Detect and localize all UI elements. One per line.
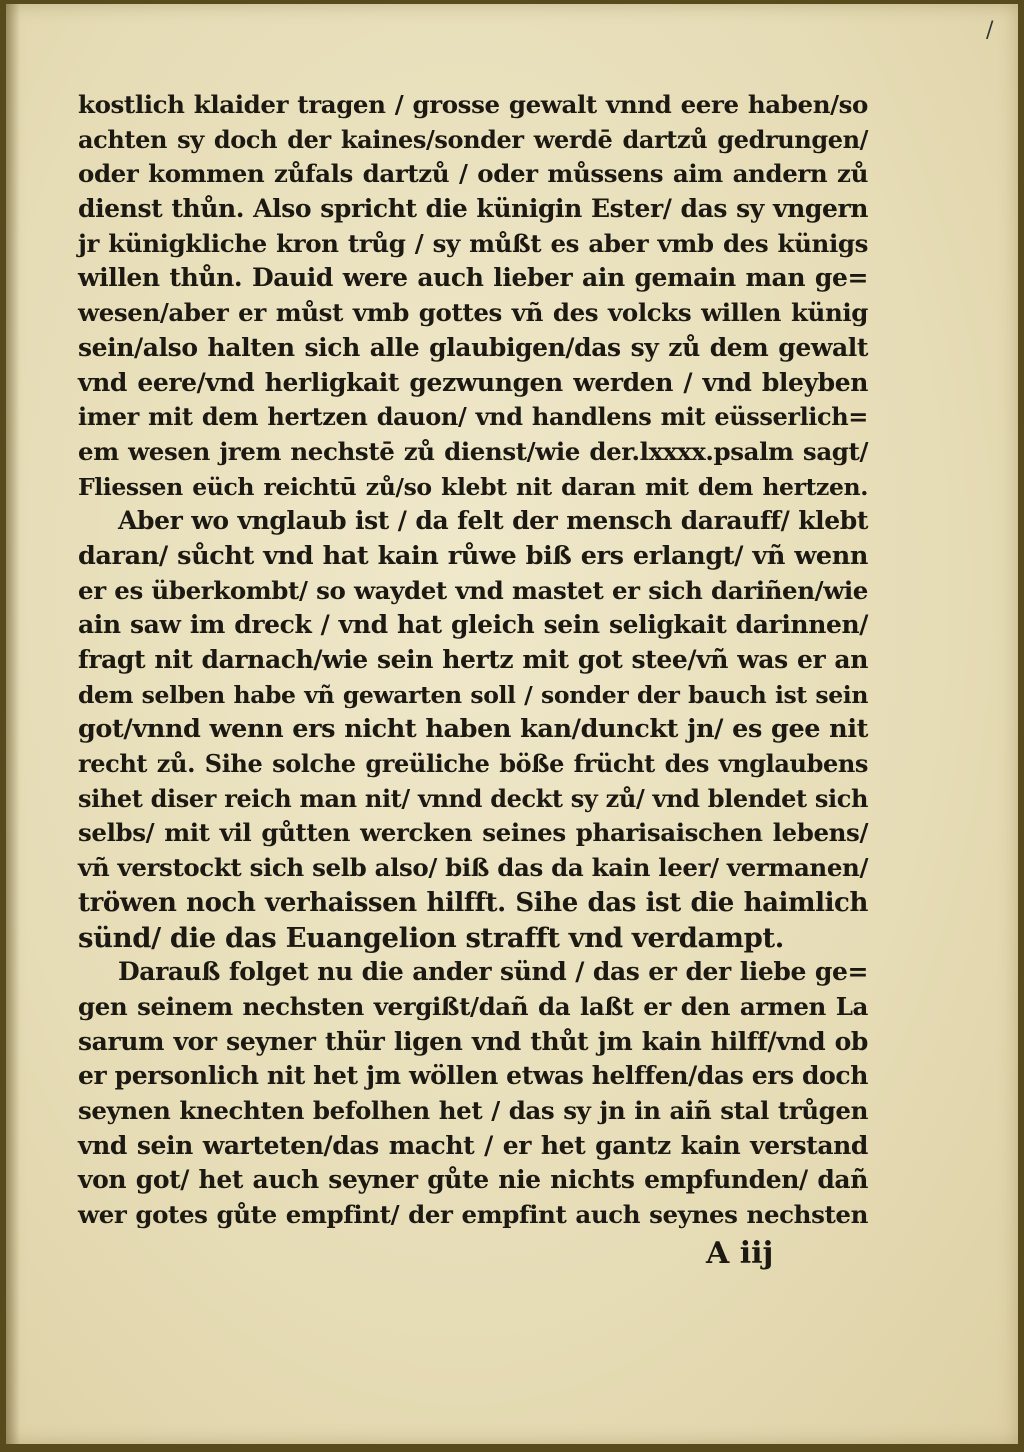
text-line: er personlich nit het jm wöllen etwas helffen/das ers doch <box>78 1061 868 1091</box>
text-line: seynen knechten befolhen het / das sy jn in aiñ stal trůgen <box>78 1095 868 1125</box>
gutter-shadow <box>6 4 20 1444</box>
text-line: Aber wo vnglaub ist / da felt der mensch darauff/ klebt <box>118 506 868 536</box>
text-line: Darauß folget nu die ander sünd / das er der liebe ge= <box>118 957 868 987</box>
text-line: em wesen jrem nechstē zů dienst/wie der.lxxxx.psalm sagt/ <box>78 436 868 466</box>
text-line: sünd/ die das Euangelion strafft vnd verdampt. <box>78 921 784 954</box>
text-line: gen seinem nechsten vergißt/dañ da laßt er den armen La <box>78 991 868 1021</box>
text-line: Fliessen eüch reichtū zů/so klebt nit daran mit dem hertzen. <box>78 472 868 501</box>
text-line: willen thůn. Dauid were auch lieber ain gemain man ge= <box>78 263 868 293</box>
text-line: wer gotes gůte empfint/ der empfint auch seynes nechsten <box>78 1200 868 1229</box>
text-line: wesen/aber er můst vmb gottes vñ des volcks willen künig <box>78 298 868 328</box>
book-page <box>6 4 1018 1444</box>
text-line: sihet diser reich man nit/ vnnd deckt sy zů/ vnd blendet sich <box>78 783 868 813</box>
text-line: got/vnnd wenn ers nicht haben kan/dunckt jn/ es gee nit <box>78 714 868 745</box>
text-line: vnd eere/vnd herligkait gezwungen werden / vnd bleyben <box>78 367 868 397</box>
text-line: dienst thůn. Also spricht die künigin Ester/ das sy vngern <box>78 194 868 224</box>
text-line: er es überkombt/ so waydet vnd mastet er sich dariñen/wie <box>78 575 868 605</box>
text-line: sarum vor seyner thür ligen vnd thůt jm kain hilff/vnd ob <box>78 1026 868 1056</box>
text-line: sein/also halten sich alle glaubigen/das sy zů dem gewalt <box>78 332 868 362</box>
text-line: ain saw im dreck / vnd hat gleich sein seligkait darinnen/ <box>78 610 868 640</box>
text-line: selbs/ mit vil gůtten wercken seines pharisaischen lebens/ <box>78 818 868 848</box>
text-line: recht zů. Sihe solche greüliche böße frücht des vnglaubens <box>78 749 868 779</box>
text-line: imer mit dem hertzen dauon/ vnd handlens mit eüsserlich= <box>78 402 868 432</box>
text-line: daran/ sůcht vnd hat kain růwe biß ers erlangt/ vñ wenn <box>78 540 868 571</box>
text-line: dem selben habe vñ gewarten soll / sonder der bauch ist sein <box>78 680 868 709</box>
corner-mark: / <box>986 18 994 43</box>
text-line: fragt nit darnach/wie sein hertz mit got stee/vñ was er an <box>78 645 868 674</box>
text-line: vñ verstockt sich selb also/ biß das da kain leer/ vermanen/ <box>78 853 868 883</box>
signature-mark: A iij <box>706 1236 774 1271</box>
text-line: von got/ het auch seyner gůte nie nichts empfunden/ dañ <box>78 1165 868 1195</box>
body-text <box>78 88 868 1233</box>
text-line: achten sy doch der kaines/sonder werdē dartzů gedrungen/ <box>78 124 868 154</box>
text-line: kostlich klaider tragen / grosse gewalt vnnd eere haben/so <box>78 90 868 119</box>
text-line: jr künigkliche kron trůg / sy můßt es aber vmb des künigs <box>78 228 868 258</box>
text-line: oder kommen zůfals dartzů / oder můssens aim andern zů <box>78 159 868 189</box>
text-line: tröwen noch verhaissen hilfft. Sihe das ist die haimlich <box>78 887 868 918</box>
text-line: vnd sein warteten/das macht / er het gantz kain verstand <box>78 1130 868 1160</box>
